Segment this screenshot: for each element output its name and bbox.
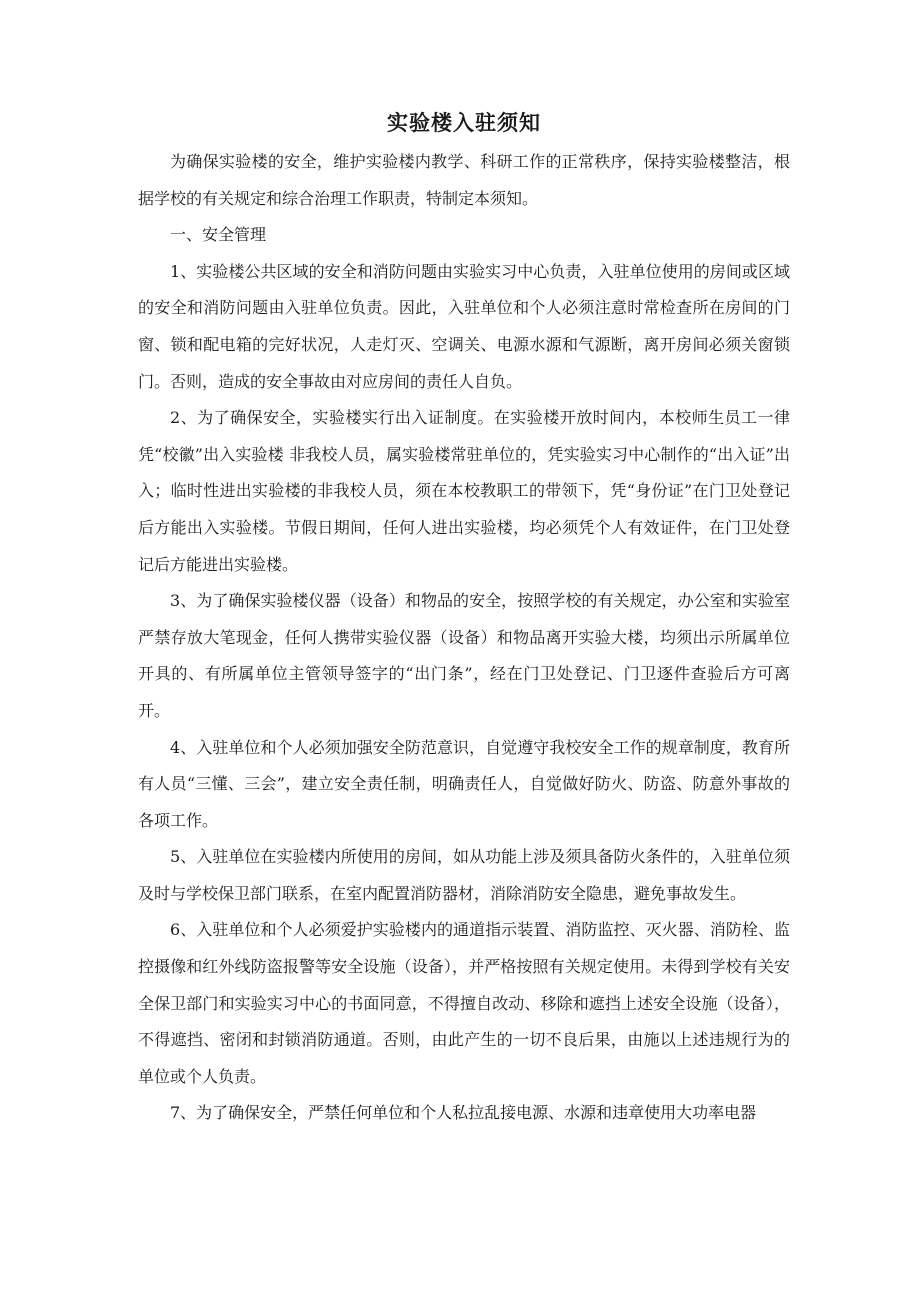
section-heading: 一、安全管理 [170, 225, 267, 245]
clause-7: 7、为了确保安全，严禁任何单位和个人私拉乱接电源、水源和违章使用大功率电器 [170, 1103, 757, 1123]
clause-3: 3、为了确保实验楼仪器（设备）和物品的安全，按照学校的有关规定，办公室和实验室严禁存放大笔现金，任何人携带实验仪器（设备）和物品离开实验大楼，均须出示所属单位开具的、有所属单位主管领导签字的“出门条”，经在门卫处登记、门卫逐件查验后方可离开。 [138, 591, 790, 720]
intro-paragraph: 为确保实验楼的安全，维护实验楼内教学、科研工作的正常秩序，保持实验楼整洁，根据学校的有关规定和综合治理工作职责，特制定本须知。 [138, 152, 790, 208]
clause-1: 1、实验楼公共区域的安全和消防问题由实验实习中心负责，入驻单位使用的房间或区域的安全和消防问题由入驻单位负责。因此，入驻单位和个人必须注意时常检查所在房间的门窗、锁和配电箱的完好状况，人走灯灭、空调关、电源水源和气源断，离开房间必须关窗锁门。否则，造成的安全事故由对应房间的责任人自负。 [138, 261, 790, 391]
document-title: 实验楼入驻须知 [387, 110, 541, 135]
document-page [138, 108, 790, 1132]
clause-6: 6、入驻单位和个人必须爱护实验楼内的通道指示装置、消防监控、灭火器、消防栓、监控摄像和红外线防盗报警等安全设施（设备），并严格按照有关规定使用。未得到学校有关安全保卫部门和实验实习中心的书面同意，不得擅自改动、移除和遮挡上述安全设施（设备），不得遮挡、密闭和封锁消防通道。否则，由此产生的一切不良后果，由施以上述违规行为的单位或个人负责。 [138, 920, 790, 1086]
clause-2: 2、为了确保安全，实验楼实行出入证制度。在实验楼开放时间内，本校师生员工一律凭“校徽”出入实验楼 非我校人员，属实验楼常驻单位的，凭实验实习中心制作的“出入证”出入；临时性进出实验楼的非我校人员，须在本校教职工的带领下，凭“身份证”在门卫处登记后方能出入实验楼。节假日期间，任何人进出实验楼，均必须凭个人有效证件，在门卫处登记后方能进出实验楼。 [138, 408, 790, 574]
clause-4: 4、入驻单位和个人必须加强安全防范意识，自觉遵守我校安全工作的规章制度，教育所有人员“三懂、三会”，建立安全责任制，明确责任人，自觉做好防火、防盗、防意外事故的各项工作。 [138, 737, 790, 830]
clause-5: 5、入驻单位在实验楼内所使用的房间，如从功能上涉及须具备防火条件的，入驻单位须及时与学校保卫部门联系，在室内配置消防器材，消除消防安全隐患，避免事故发生。 [138, 847, 790, 903]
